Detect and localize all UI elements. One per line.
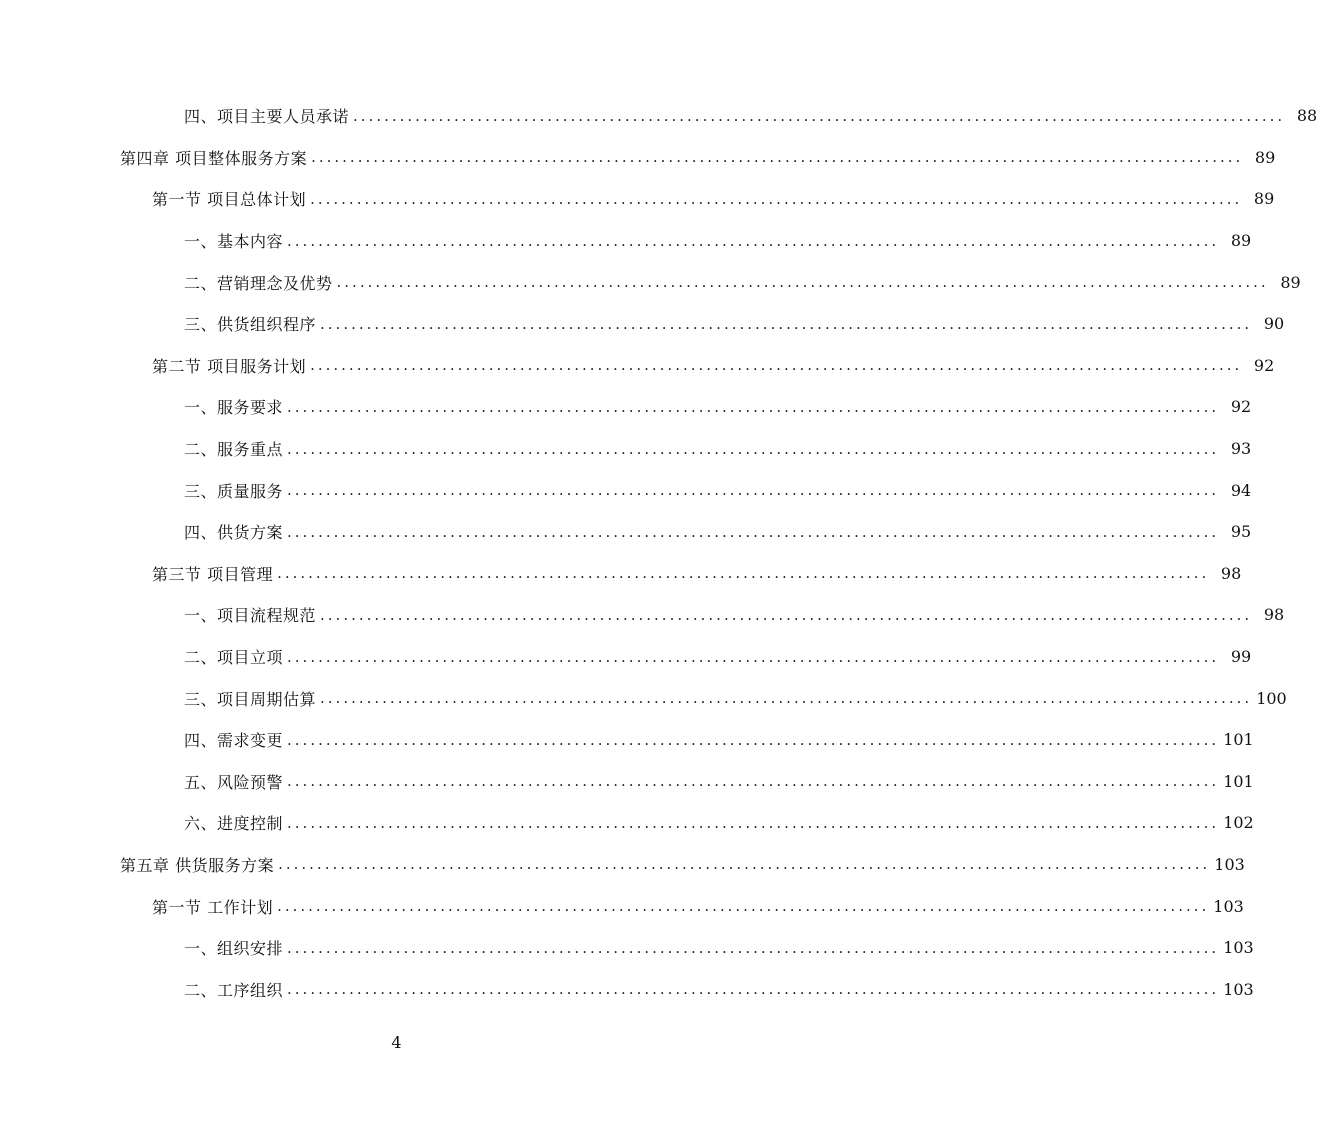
toc-dot-leader: ........................................................................................................................ bbox=[277, 564, 1210, 583]
toc-entry-label: 第二节 项目服务计划 bbox=[152, 356, 307, 376]
toc-dot-leader: ........................................................................................................................ bbox=[311, 148, 1244, 167]
toc-dot-leader: ........................................................................................................................ bbox=[287, 980, 1220, 999]
toc-dot-leader: ........................................................................................................................ bbox=[287, 481, 1220, 500]
toc-dot-leader: ........................................................................................................................ bbox=[287, 813, 1220, 832]
toc-entry-label: 六、进度控制 bbox=[184, 814, 284, 834]
toc-entry-page-number: 89 bbox=[1253, 189, 1275, 209]
toc-entry-page-number: 98 bbox=[1263, 605, 1285, 625]
toc-entry-label: 二、项目立项 bbox=[184, 648, 284, 668]
toc-entry-label: 第一节 项目总体计划 bbox=[152, 190, 307, 210]
toc-entry[interactable] bbox=[0, 137, 1276, 179]
toc-entry-page-number: 95 bbox=[1230, 522, 1252, 542]
toc-entry[interactable] bbox=[0, 469, 1252, 511]
toc-entry[interactable] bbox=[0, 927, 1254, 969]
toc-entry-label: 三、项目周期估算 bbox=[184, 689, 317, 709]
toc-dot-leader: ........................................................................................................................ bbox=[287, 647, 1220, 666]
toc-dot-leader: ........................................................................................................................ bbox=[353, 106, 1286, 125]
toc-entry-label: 三、供货组织程序 bbox=[184, 315, 317, 335]
toc-entry[interactable] bbox=[0, 261, 1301, 303]
toc-entry[interactable] bbox=[0, 719, 1254, 761]
toc-dot-leader: ........................................................................................................................ bbox=[287, 231, 1220, 250]
toc-entry[interactable] bbox=[0, 594, 1285, 636]
toc-dot-leader: ........................................................................................................................ bbox=[336, 273, 1269, 292]
toc-entry-label: 三、质量服务 bbox=[184, 481, 284, 501]
toc-entry-page-number: 93 bbox=[1230, 439, 1252, 459]
toc-dot-leader: ........................................................................................................................ bbox=[287, 772, 1220, 791]
toc-entry-page-number: 103 bbox=[1213, 896, 1244, 916]
toc-entry-page-number: 89 bbox=[1254, 147, 1276, 167]
toc-entry[interactable] bbox=[0, 220, 1252, 262]
toc-entry[interactable] bbox=[0, 844, 1245, 886]
toc-entry[interactable] bbox=[0, 511, 1252, 553]
toc-dot-leader: ........................................................................................................................ bbox=[287, 730, 1220, 749]
toc-entry[interactable] bbox=[0, 178, 1275, 220]
toc-dot-leader: ........................................................................................................................ bbox=[310, 189, 1243, 208]
toc-entry[interactable] bbox=[0, 968, 1254, 1010]
toc-dot-leader: ........................................................................................................................ bbox=[278, 855, 1211, 874]
toc-entry-label: 第三节 项目管理 bbox=[152, 564, 274, 584]
toc-entry[interactable] bbox=[0, 95, 1317, 137]
toc-entry[interactable] bbox=[0, 303, 1285, 345]
table-of-contents bbox=[0, 95, 1317, 1010]
toc-entry-label: 四、需求变更 bbox=[184, 731, 284, 751]
toc-entry[interactable] bbox=[0, 345, 1275, 387]
toc-entry-page-number: 103 bbox=[1214, 854, 1245, 874]
toc-dot-leader: ........................................................................................................................ bbox=[320, 605, 1253, 624]
toc-entry-page-number: 90 bbox=[1263, 314, 1285, 334]
toc-entry[interactable] bbox=[0, 802, 1254, 844]
toc-entry-page-number: 89 bbox=[1280, 272, 1301, 292]
toc-entry-label: 第四章 项目整体服务方案 bbox=[120, 148, 308, 168]
toc-entry-page-number: 99 bbox=[1230, 647, 1252, 667]
toc-entry-page-number: 101 bbox=[1223, 771, 1254, 791]
toc-entry-label: 一、基本内容 bbox=[184, 232, 284, 252]
toc-entry-label: 一、服务要求 bbox=[184, 398, 284, 418]
toc-entry-page-number: 102 bbox=[1223, 813, 1254, 833]
toc-entry-page-number: 89 bbox=[1230, 231, 1252, 251]
toc-entry[interactable] bbox=[0, 553, 1242, 595]
toc-dot-leader: ........................................................................................................................ bbox=[320, 689, 1253, 708]
toc-entry-label: 二、营销理念及优势 bbox=[184, 273, 333, 293]
toc-entry-page-number: 103 bbox=[1223, 979, 1254, 999]
toc-entry-page-number: 101 bbox=[1223, 730, 1254, 750]
toc-entry-page-number: 103 bbox=[1223, 938, 1254, 958]
toc-entry-page-number: 100 bbox=[1256, 688, 1287, 708]
toc-entry-label: 四、供货方案 bbox=[184, 523, 284, 543]
toc-dot-leader: ........................................................................................................................ bbox=[277, 897, 1210, 916]
toc-entry-page-number: 92 bbox=[1253, 355, 1275, 375]
toc-entry[interactable] bbox=[0, 677, 1287, 719]
toc-entry-label: 四、项目主要人员承诺 bbox=[184, 107, 350, 127]
toc-entry-label: 一、项目流程规范 bbox=[184, 606, 317, 626]
toc-dot-leader: ........................................................................................................................ bbox=[287, 439, 1220, 458]
toc-entry-label: 第五章 供货服务方案 bbox=[120, 855, 275, 875]
toc-entry-page-number: 88 bbox=[1296, 106, 1317, 126]
toc-dot-leader: ........................................................................................................................ bbox=[287, 938, 1220, 957]
toc-entry[interactable] bbox=[0, 386, 1252, 428]
page-number: 4 bbox=[391, 1033, 402, 1052]
toc-entry-label: 第一节 工作计划 bbox=[152, 897, 274, 917]
toc-entry-page-number: 92 bbox=[1230, 397, 1252, 417]
toc-entry[interactable] bbox=[0, 428, 1252, 470]
toc-entry[interactable] bbox=[0, 761, 1254, 803]
toc-entry[interactable] bbox=[0, 885, 1244, 927]
toc-entry-label: 二、服务重点 bbox=[184, 440, 284, 460]
toc-entry-label: 五、风险预警 bbox=[184, 772, 284, 792]
toc-dot-leader: ........................................................................................................................ bbox=[287, 397, 1220, 416]
toc-entry-page-number: 98 bbox=[1220, 563, 1242, 583]
toc-dot-leader: ........................................................................................................................ bbox=[310, 356, 1243, 375]
toc-dot-leader: ........................................................................................................................ bbox=[287, 522, 1220, 541]
toc-entry-page-number: 94 bbox=[1230, 480, 1252, 500]
toc-entry-label: 二、工序组织 bbox=[184, 980, 284, 1000]
toc-entry[interactable] bbox=[0, 636, 1252, 678]
toc-dot-leader: ........................................................................................................................ bbox=[320, 314, 1253, 333]
toc-entry-label: 一、组织安排 bbox=[184, 939, 284, 959]
